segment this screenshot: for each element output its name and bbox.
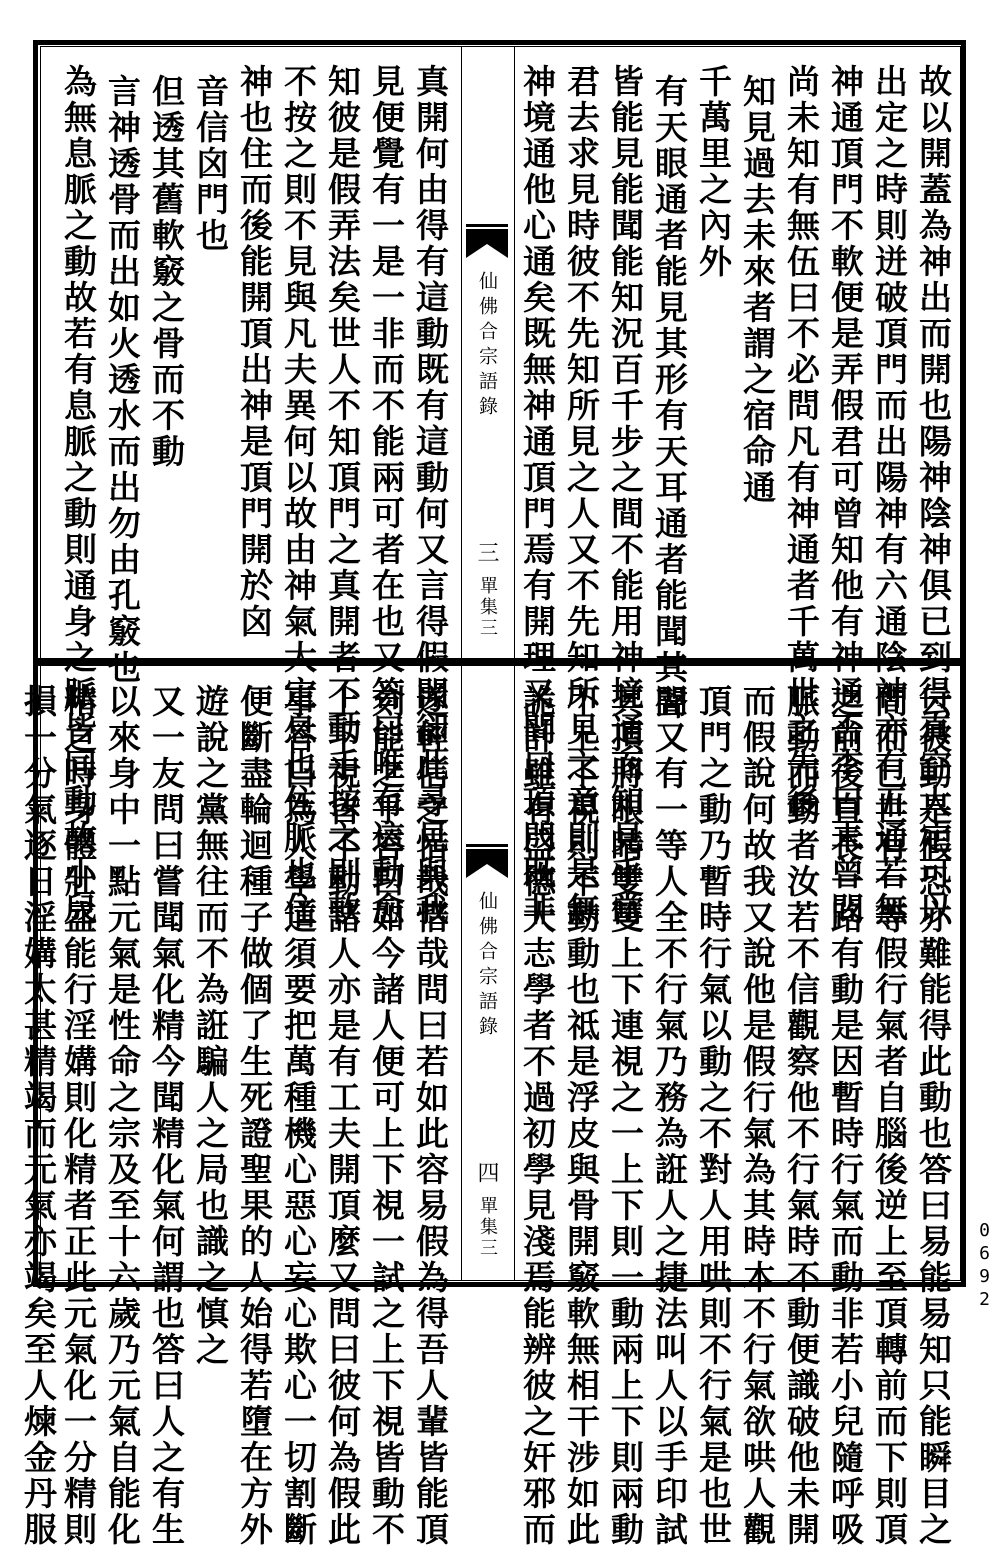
book-title: 仙佛合宗語錄 [476,891,498,1041]
fish-tail-mark-icon [466,844,508,878]
fish-tail-mark-icon [466,224,508,258]
text-column: 有天眼通者能見其形有天耳通者能聞其聲 [650,74,689,722]
text-column: 見便覺有一是一非而不能兩可者在也又答曰唯有這動愈 [367,64,406,928]
text-column: 之前後直長一路有動是因暫時行氣而動非若小兒隨呼吸 [826,684,865,1548]
top-page-panel [40,46,961,928]
center-fold [461,666,515,1281]
bottom-page-panel [19,666,961,1548]
text-column: 不按之則不見與凡夫異何以故由神氣大定息也住脈也住 [279,64,318,928]
center-fold [461,46,515,658]
text-column: 君去求見時彼不先知所見之人又不先知所見之意則是無 [562,64,601,928]
commentary-column: 音信囟門也 [191,74,230,254]
text-column: 遂輕信之惜哉惜哉問曰若如此容易假為得吾人輩皆能頂 [411,684,450,1548]
text-column: 事答曰為人學道須要把萬種機心惡心妄心欺心一切割斷 [279,684,318,1548]
text-column: 頂門之動乃暫時行氣以動之不對人用哄則不行氣是也世 [694,684,733,1548]
text-column: 遊說之黨無往而不為誑騙人之局也識之慎之 [191,684,230,1368]
leaf-number: 三 [474,541,499,563]
text-column: 脈動而動者汝若不信觀察他不行氣時不動便識破他未開 [782,684,821,1548]
page-number: 0692 [974,1220,995,1312]
series-label: 單集三 [477,1196,498,1259]
text-column: 尚未知有無伍曰不必問凡有神通者千萬世之先後 [782,64,821,820]
series-label: 單集三 [477,576,498,639]
text-column: 上下視皆不動諸人亦是有工夫開頂麼又問曰彼何為假此 [323,684,362,1548]
leaf-number: 四 [474,1161,499,1183]
text-column: 不上下視則不動動也祗是浮皮與骨開竅軟無相干涉如此 [562,684,601,1548]
text-column: 云彼動是假恐亦難能得此動也答曰易能易知只能瞬目之 [914,684,953,1548]
text-column: 精之時身體壯盛能行淫媾則化精者正此元氣化一分精則 [59,684,98,1548]
text-column: 神也住而後能開頂出神是頂門開於囟 [235,64,274,640]
text-column: 真開何由得有這動既有這動何又言得假開卻此尋見與我 [411,64,450,928]
text-column: 為無息脈之動故若有息脈之動則通身之脈皆同動故小兒 [59,64,98,928]
text-column: 神境通他心通矣既無神通頂門焉有開理又問曰頂門既非 [518,64,557,928]
text-column: 千萬里之內外 [694,64,733,280]
text-column: 故以開蓋為神出而開也陽神陰神俱已到得真空大定可以 [914,64,953,928]
text-column: 而假說何故我又說他是假行氣為其時本不行氣欲哄人觀 [738,684,777,1548]
text-column: 刻能之乎答曰如今諸人便可上下視一試之上下視皆動不 [367,684,406,1548]
text-column: 間又有一等人全不行氣乃務為誑人之捷法叫人以手印試 [650,684,689,1548]
text-column: 間而已世有一等假行氣者自腦後逆上至頂轉前而下則頂 [870,684,909,1548]
text-column: 但透其舊軟竅之骨而不動 [147,74,186,470]
text-column: 損一分氣逐日淫媾太甚精竭而元氣亦竭矣至人煉金丹服 [19,684,58,1548]
text-column: 皆能見能聞能知況百千步之間不能用神境通而知見乎當 [606,64,645,928]
text-column: 知彼是假弄法矣世人不知頂門之真開者不動手按之則軟 [323,64,362,928]
commentary-column: 言神透骨而出如火透水而出勿由孔竅也 [103,74,142,686]
text-column: 其頂將眼睛雙雙上下連視之一上下則一動兩上下則兩動 [606,684,645,1548]
text-column: 便斷盡輪迴種子做個了生死證聖果的人始得若墮在方外 [235,684,274,1548]
text-column: 出定之時則迸破頂門而出陽神有六通陰神亦有五通若無 [870,64,909,928]
book-title: 仙佛合宗語錄 [476,271,498,421]
text-column: 詭計雖有盛德大志學者不過初學見淺焉能辨彼之奸邪而 [518,684,557,1548]
text-column: 又一友問曰嘗聞氣化精今聞精化氣何謂也答曰人之有生 [147,684,186,1548]
text-column: 神通頂門不軟便是弄假君可曾知他有神通否李曰未曾問 [826,64,865,928]
commentary-column: 知見過去未來者謂之宿命通 [738,74,777,506]
text-column: 以來身中一點元氣是性命之宗及至十六歲乃元氣自能化 [103,684,142,1548]
